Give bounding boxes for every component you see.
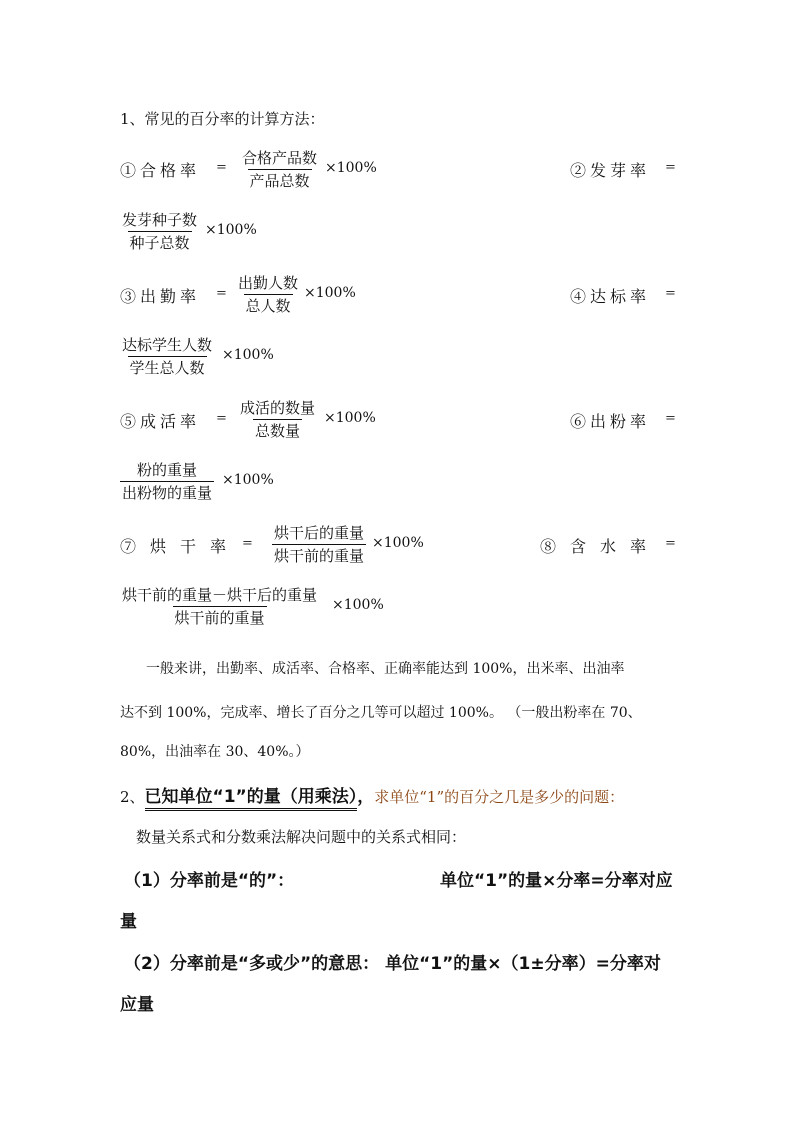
rule-2-text-cont: 应量 xyxy=(120,995,154,1015)
formula-5-times: ×100% xyxy=(324,410,376,426)
rule-1-condition: （1）分率前是“的”： xyxy=(124,871,295,891)
formula-1-times: ×100% xyxy=(325,160,377,176)
section-1-title: 1、常见的百分率的计算方法： xyxy=(120,110,325,128)
formula-8-equals: = xyxy=(665,536,676,551)
formula-2-fraction xyxy=(120,210,199,253)
formula-3-fraction xyxy=(236,273,300,316)
formula-1-numerator: 合格产品数 xyxy=(242,149,318,167)
formula-4-fraction xyxy=(120,335,214,378)
formula-4-denominator: 学生总人数 xyxy=(128,356,207,378)
section-2-heading xyxy=(120,782,624,807)
formula-7-numerator: 烘干后的重量 xyxy=(274,524,365,542)
paragraph-line-3: 80%，出油率在 30、40%。） xyxy=(120,744,310,760)
formula-5-denominator: 总数量 xyxy=(253,419,302,441)
formula-1-equals: = xyxy=(216,160,227,175)
formula-1-label: ①合格率 xyxy=(120,161,201,180)
formula-4-times: ×100% xyxy=(222,347,274,363)
formula-3-times: ×100% xyxy=(304,285,356,301)
formula-5-equals: = xyxy=(216,411,227,426)
formula-8-denominator: 烘干前的重量 xyxy=(173,606,267,628)
section-2-number: 2、 xyxy=(120,788,145,806)
formula-7-equals: = xyxy=(242,536,253,551)
formula-2-equals: = xyxy=(665,160,676,175)
formula-6-fraction xyxy=(120,460,214,503)
formula-5-fraction xyxy=(238,398,317,441)
formula-6-equals: = xyxy=(665,411,676,426)
formula-7-fraction xyxy=(272,523,366,566)
formula-6-times: ×100% xyxy=(222,472,274,488)
paragraph-line-2: 达不到 100%，完成率、增长了百分之几等可以超过 100%。 （一般出粉率在 70、 xyxy=(120,705,642,721)
formula-7-times: ×100% xyxy=(372,535,424,551)
formula-3-label: ③出勤率 xyxy=(120,287,201,306)
formula-3-numerator: 出勤人数 xyxy=(238,274,299,292)
formula-8-fraction xyxy=(120,585,319,628)
section-2-heading-bold: 已知单位“1”的量（用乘法） xyxy=(145,787,358,811)
section-2-heading-rest: 求单位“1”的百分之几是多少的问题： xyxy=(374,788,625,806)
rule-1-formula-cont: 量 xyxy=(120,912,137,932)
formula-5-label: ⑤成活率 xyxy=(120,412,201,431)
formula-2-numerator: 发芽种子数 xyxy=(122,211,198,229)
formula-7-label: ⑦烘干率 xyxy=(120,537,241,556)
formula-6-label: ⑥出粉率 xyxy=(570,412,651,431)
rule-1-formula: 单位“1”的量×分率=分率对应 xyxy=(440,871,673,891)
formula-5-numerator: 成活的数量 xyxy=(240,399,316,417)
paragraph-line-1: 一般来讲，出勤率、成活率、合格率、正确率能达到 100%，出米率、出油率 xyxy=(146,661,625,677)
formula-4-equals: = xyxy=(665,286,676,301)
formula-4-label: ④达标率 xyxy=(570,287,651,306)
formula-4-numerator: 达标学生人数 xyxy=(122,336,213,354)
formula-2-times: ×100% xyxy=(205,222,257,238)
formula-2-label: ②发芽率 xyxy=(570,161,651,180)
formula-3-denominator: 总人数 xyxy=(244,294,293,316)
formula-8-times: ×100% xyxy=(332,597,384,613)
rule-2-text: （2）分率前是“多或少”的意思： 单位“1”的量×（1±分率）=分率对 xyxy=(124,954,661,974)
formula-8-label: ⑧含水率 xyxy=(540,537,661,556)
formula-1-denominator: 产品总数 xyxy=(248,169,312,191)
section-2-intro: 数量关系式和分数乘法解决问题中的关系式相同： xyxy=(136,828,467,846)
formula-8-numerator: 烘干前的重量－烘干后的重量 xyxy=(122,586,318,604)
formula-3-equals: = xyxy=(216,286,227,301)
formula-6-denominator: 出粉物的重量 xyxy=(120,481,214,503)
section-2-comma: ， xyxy=(357,787,375,807)
formula-2-denominator: 种子总数 xyxy=(128,231,192,253)
formula-6-numerator: 粉的重量 xyxy=(137,461,198,479)
formula-1-fraction xyxy=(240,148,319,191)
formula-7-denominator: 烘干前的重量 xyxy=(272,544,366,566)
